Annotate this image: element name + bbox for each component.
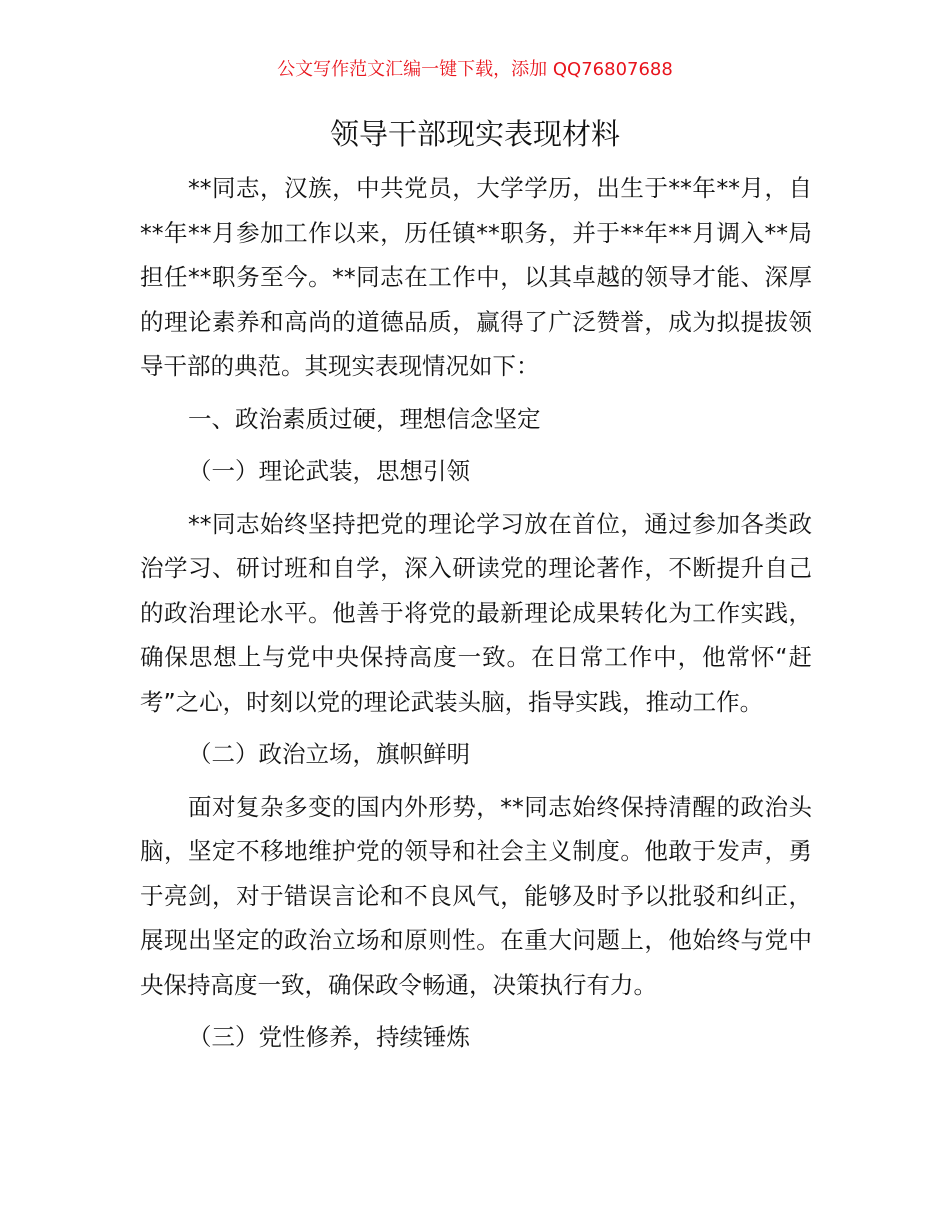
subsection-heading-1: （一）理论武装，思想引领 xyxy=(188,457,470,485)
subsection-heading-3: （三）党性修养，持续锤炼 xyxy=(188,1023,470,1051)
body-paragraph: 面对复杂多变的国内外形势，**同志始终保持清醒的政治头脑，坚定不移地维护党的领导和社会主义制度。他敢于发声，勇于亮剑，对于错误言论和不良风气，能够及时予以批驳和纠正，展现出坚定的政治立场和原则性。在重大问题上，他始终与党中央保持高度一致，确保政令畅通，决策执行有力。 xyxy=(140,792,812,999)
document-title: 领导干部现实表现材料 xyxy=(329,117,620,151)
document-body xyxy=(140,166,812,1068)
intro-paragraph: **同志，汉族，中共党员，大学学历，出生于**年**月，自**年**月参加工作以来，历任镇**职务，并于**年**月调入**局担任**职务至今。**同志在工作中，以其卓越的领导才能、深厚的理论素养和高尚的道德品质，赢得了广泛赞誉，成为拟提拔领导干部的典范。其现实表现情况如下： xyxy=(140,174,812,380)
body-paragraph: **同志始终坚持把党的理论学习放在首位，通过参加各类政治学习、研讨班和自学，深入研读党的理论著作，不断提升自己的政治理论水平。他善于将党的最新理论成果转化为工作实践，确保思想上与党中央保持高度一致。在日常工作中，他常怀“赶考”之心，时刻以党的理论武装头脑，指导实践，推动工作。 xyxy=(140,509,812,716)
section-heading-1: 一、政治素质过硬，理想信念坚定 xyxy=(188,404,541,433)
subsection-heading-2: （二）政治立场，旗帜鲜明 xyxy=(188,740,470,768)
download-banner: 公文写作范文汇编一键下载，添加 QQ76807688 xyxy=(277,59,673,80)
